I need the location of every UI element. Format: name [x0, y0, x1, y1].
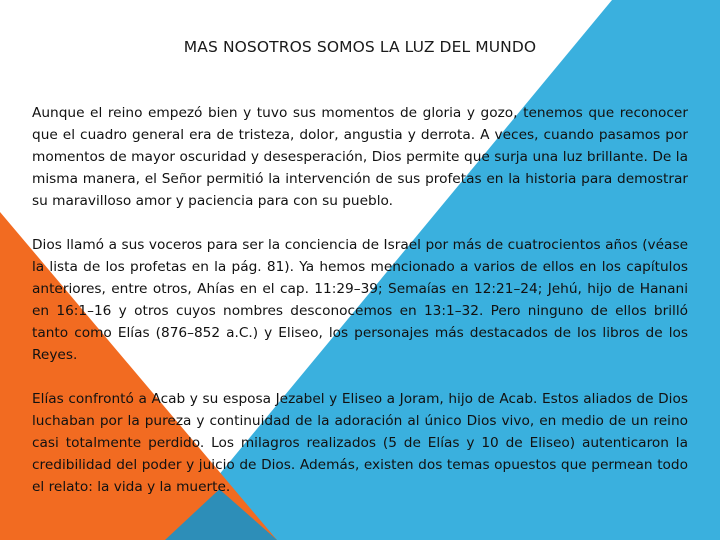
paragraph-2: Dios llamó a sus voceros para ser la conciencia de Israel por más de cuatrocientos años (véase la lista de los profetas en la pág. 81). Ya hemos mencionado a varios de ellos en los capítulos anteriores, entre otros, Ahías en el cap. 11:29–39; Semaías en 12:21–24; Jehú, hijo de Hanani en 16:1–16 y otros cuyos nombres desconocemos en 13:1–32. Pero ninguno de ellos brilló tanto como Elías (876–852 a.C.) y Eliseo, los personajes más destacados de los libros de los Reyes.: [32, 237, 688, 363]
paragraph-1: Aunque el reino empezó bien y tuvo sus momentos de gloria y gozo, tenemos que reconocer que el cuadro general era de tristeza, dolor, angustia y derrota. A veces, cuando pasamos por momentos de mayor oscuridad y desesperación, Dios permite que surja una luz brillante. De la misma manera, el Señor permitió la intervención de sus profetas en la historia para demostrar su maravilloso amor y paciencia para con su pueblo.: [32, 105, 688, 209]
paragraph-3: Elías confrontó a Acab y su esposa Jezabel y Eliseo a Joram, hijo de Acab. Estos aliados de Dios luchaban por la pureza y continuidad de la adoración al único Dios vivo, en medio de un reino casi totalmente perdido. Los milagros realizados (5 de Elías y 10 de Eliseo) autenticaron la credibilidad del poder y juicio de Dios. Además, existen dos temas opuestos que permean todo el relato: la vida y la muerte.: [32, 391, 688, 495]
slide-title: MAS NOSOTROS SOMOS LA LUZ DEL MUNDO: [183, 38, 537, 56]
slide-body: [32, 102, 688, 498]
